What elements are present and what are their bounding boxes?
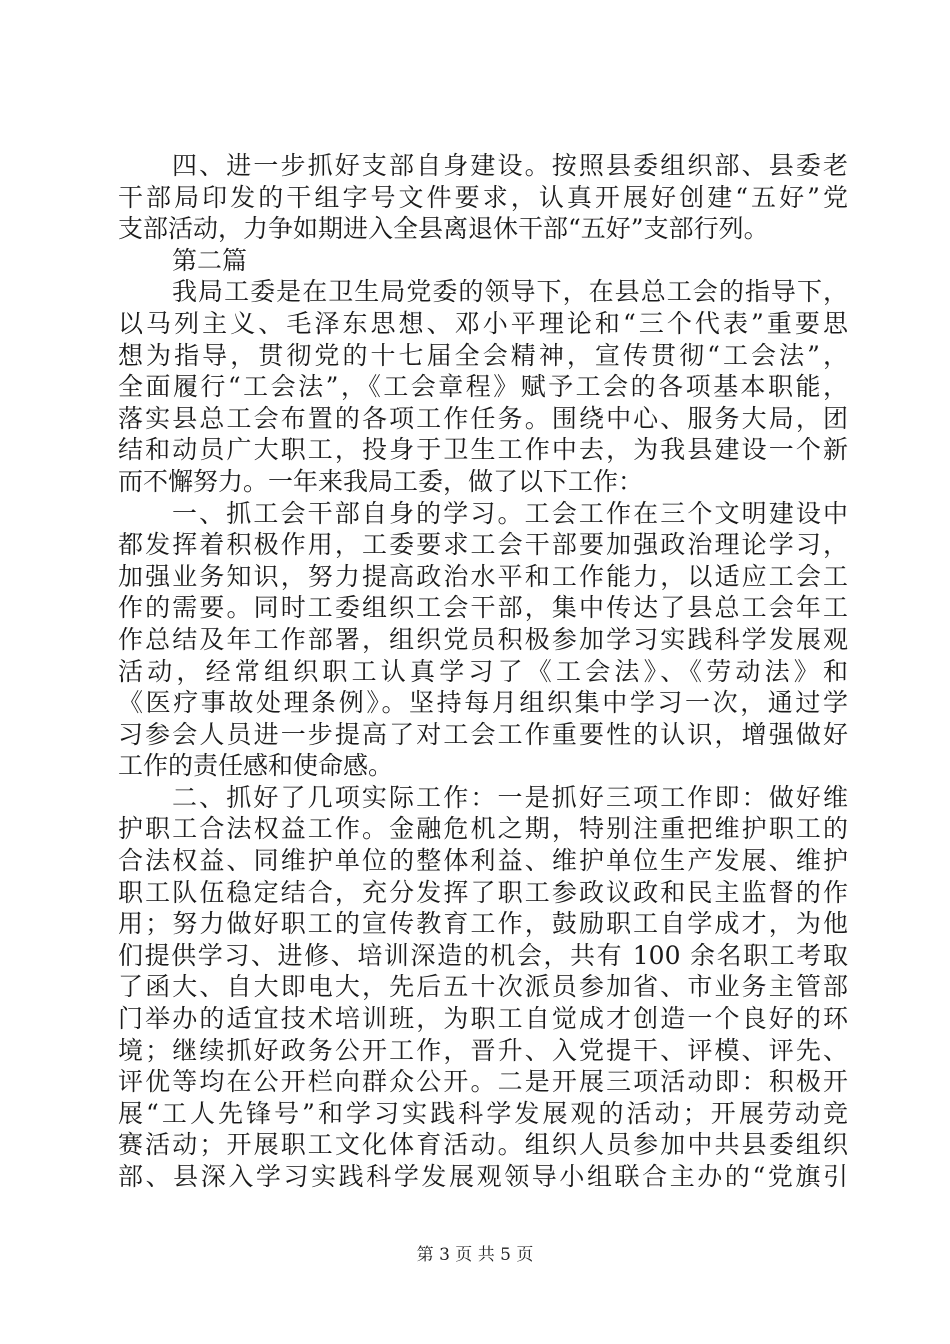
text-line: 们提供学习、进修、培训深造的机会，共有 100 余名职工考取 bbox=[118, 940, 848, 970]
text-line: 了函大、自大即电大，先后五十次派员参加省、市业务主管部 bbox=[118, 972, 848, 1002]
text-line: 以马列主义、毛泽东思想、邓小平理论和“三个代表”重要思 bbox=[118, 308, 848, 338]
text-line: 而不懈努力。一年来我局工委，做了以下工作： bbox=[118, 466, 644, 496]
text-line: 作的需要。同时工委组织工会干部，集中传达了县总工会年工 bbox=[118, 593, 848, 623]
text-line: 想为指导，贯彻党的十七届全会精神，宣传贯彻“工会法”， bbox=[118, 340, 848, 370]
text-line: 合法权益、同维护单位的整体利益、维护单位生产发展、维护 bbox=[118, 846, 848, 876]
document-body bbox=[118, 150, 848, 1193]
text-line: 赛活动；开展职工文化体育活动。组织人员参加中共县委组织 bbox=[118, 1130, 848, 1160]
text-line: 门举办的适宜技术培训班，为职工自觉成才创造一个良好的环 bbox=[118, 1004, 848, 1034]
text-line: 展“工人先锋号”和学习实践科学发展观的活动；开展劳动竞 bbox=[118, 1098, 848, 1128]
text-line: 加强业务知识，努力提高政治水平和工作能力，以适应工会工 bbox=[118, 561, 848, 591]
text-line: 活动，经常组织职工认真学习了《工会法》、《劳动法》和 bbox=[118, 656, 848, 686]
text-line: 评优等均在公开栏向群众公开。二是开展三项活动即：积极开 bbox=[118, 1067, 848, 1097]
text-line: 护职工合法权益工作。金融危机之期，特别注重把维护职工的 bbox=[118, 814, 848, 844]
text-line: 四、进一步抓好支部自身建设。按照县委组织部、县委老 bbox=[172, 151, 848, 180]
text-line: 支部活动，力争如期进入全县离退休干部“五好”支部行列。 bbox=[118, 214, 769, 244]
text-line: 全面履行“工会法”，《工会章程》赋予工会的各项基本职能， bbox=[118, 372, 848, 402]
text-line: 第二篇 bbox=[172, 245, 248, 275]
text-line: 二、抓好了几项实际工作：一是抓好三项工作即：做好维 bbox=[172, 782, 848, 812]
text-line: 习参会人员进一步提高了对工会工作重要性的认识，增强做好 bbox=[118, 719, 848, 749]
text-line: 工作的责任感和使命感。 bbox=[118, 751, 394, 781]
text-line: 干部局印发的干组字号文件要求，认真开展好创建“五好”党 bbox=[118, 182, 848, 212]
text-line: 境；继续抓好政务公开工作，晋升、入党提干、评模、评先、 bbox=[118, 1035, 848, 1065]
text-line: 作总结及年工作部署，组织党员积极参加学习实践科学发展观 bbox=[118, 624, 848, 654]
text-line: 都发挥着积极作用，工委要求工会干部要加强政治理论学习， bbox=[118, 530, 848, 560]
text-line: 部、县深入学习实践科学发展观领导小组联合主办的“党旗引 bbox=[118, 1162, 848, 1191]
text-line: 结和动员广大职工，投身于卫生工作中去，为我县建设一个新 bbox=[118, 435, 848, 465]
text-line: 落实县总工会布置的各项工作任务。围绕中心、服务大局，团 bbox=[118, 403, 848, 433]
text-line: 我局工委是在卫生局党委的领导下，在县总工会的指导下， bbox=[172, 277, 848, 307]
text-line: 职工队伍稳定结合，充分发挥了职工参政议政和民主监督的作 bbox=[118, 877, 848, 907]
page-footer: 第 3 页 共 5 页 bbox=[416, 1245, 534, 1265]
text-line: 用；努力做好职工的宣传教育工作，鼓励职工自学成才，为他 bbox=[118, 909, 848, 939]
text-line: 一、抓工会干部自身的学习。工会工作在三个文明建设中 bbox=[172, 498, 848, 528]
text-line: 《医疗事故处理条例》。坚持每月组织集中学习一次，通过学 bbox=[118, 688, 848, 718]
